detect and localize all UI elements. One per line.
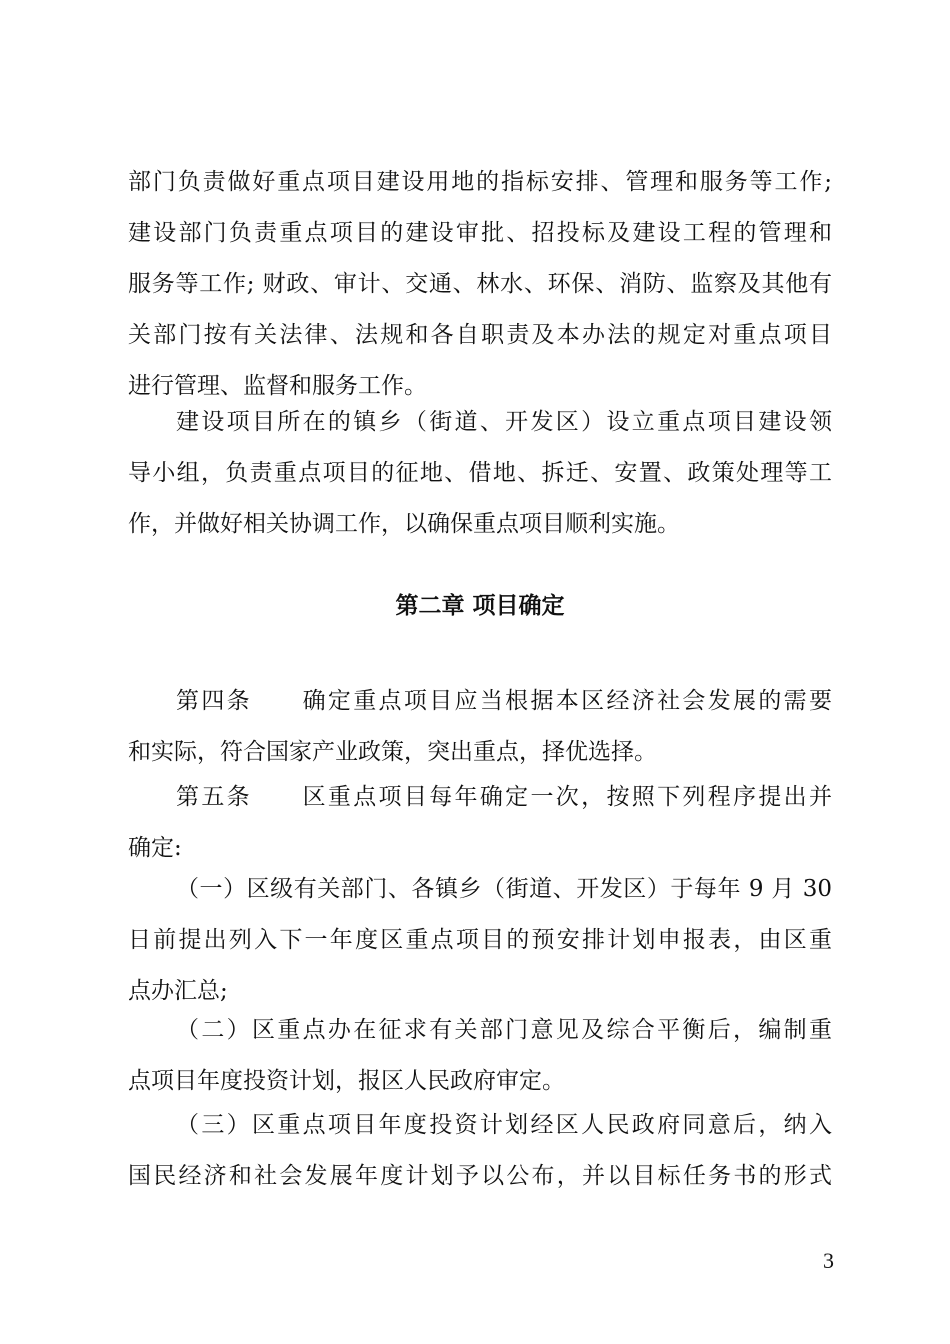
- text-line: 关部门按有关法律、法规和各自职责及本办法的规定对重点项目: [128, 322, 832, 348]
- text-line: 和实际，符合国家产业政策，突出重点，择优选择。: [128, 739, 657, 765]
- text-line: （一）区级有关部门、各镇乡（街道、开发区）于每年 9 月 30: [176, 876, 832, 902]
- text-line: 建设项目所在的镇乡（街道、开发区）设立重点项目建设领: [176, 409, 832, 435]
- text-line: （三）区重点项目年度投资计划经区人民政府同意后，纳入: [176, 1112, 832, 1138]
- text-line: 日前提出列入下一年度区重点项目的预安排计划申报表，由区重: [128, 927, 832, 953]
- text-line: 导小组，负责重点项目的征地、借地、拆迁、安置、政策处理等工: [128, 460, 832, 486]
- text-line: 进行管理、监督和服务工作。: [128, 373, 427, 399]
- text-line: 点项目年度投资计划，报区人民政府审定。: [128, 1068, 565, 1094]
- procedure-item-three: [128, 1100, 832, 1202]
- paragraph-department-duties: [128, 157, 832, 412]
- article-five: [128, 772, 832, 874]
- text-line: 确定:: [128, 835, 182, 861]
- text-line: 作，并做好相关协调工作，以确保重点项目顺利实施。: [128, 511, 680, 537]
- text-line: （二）区重点办在征求有关部门意见及综合平衡后，编制重: [176, 1017, 832, 1043]
- page-number: 3: [823, 1248, 834, 1273]
- procedure-item-two: [128, 1005, 832, 1107]
- text-line: 第四条 确定重点项目应当根据本区经济社会发展的需要: [176, 688, 832, 714]
- text-line: 部门负责做好重点项目建设用地的指标安排、管理和服务等工作;: [128, 169, 832, 195]
- paragraph-township-leadership: [128, 397, 832, 550]
- article-four: [128, 676, 832, 778]
- text-line: 第五条 区重点项目每年确定一次，按照下列程序提出并: [176, 784, 832, 810]
- chapter-heading: 第二章 项目确定: [395, 593, 565, 619]
- procedure-item-one: [128, 864, 832, 1017]
- text-line: 建设部门负责重点项目的建设审批、招投标及建设工程的管理和: [128, 220, 832, 246]
- text-line: 点办汇总;: [128, 978, 228, 1004]
- text-line: 服务等工作; 财政、审计、交通、林水、环保、消防、监察及其他有: [128, 271, 832, 297]
- text-line: 国民经济和社会发展年度计划予以公布，并以目标任务书的形式: [128, 1163, 832, 1189]
